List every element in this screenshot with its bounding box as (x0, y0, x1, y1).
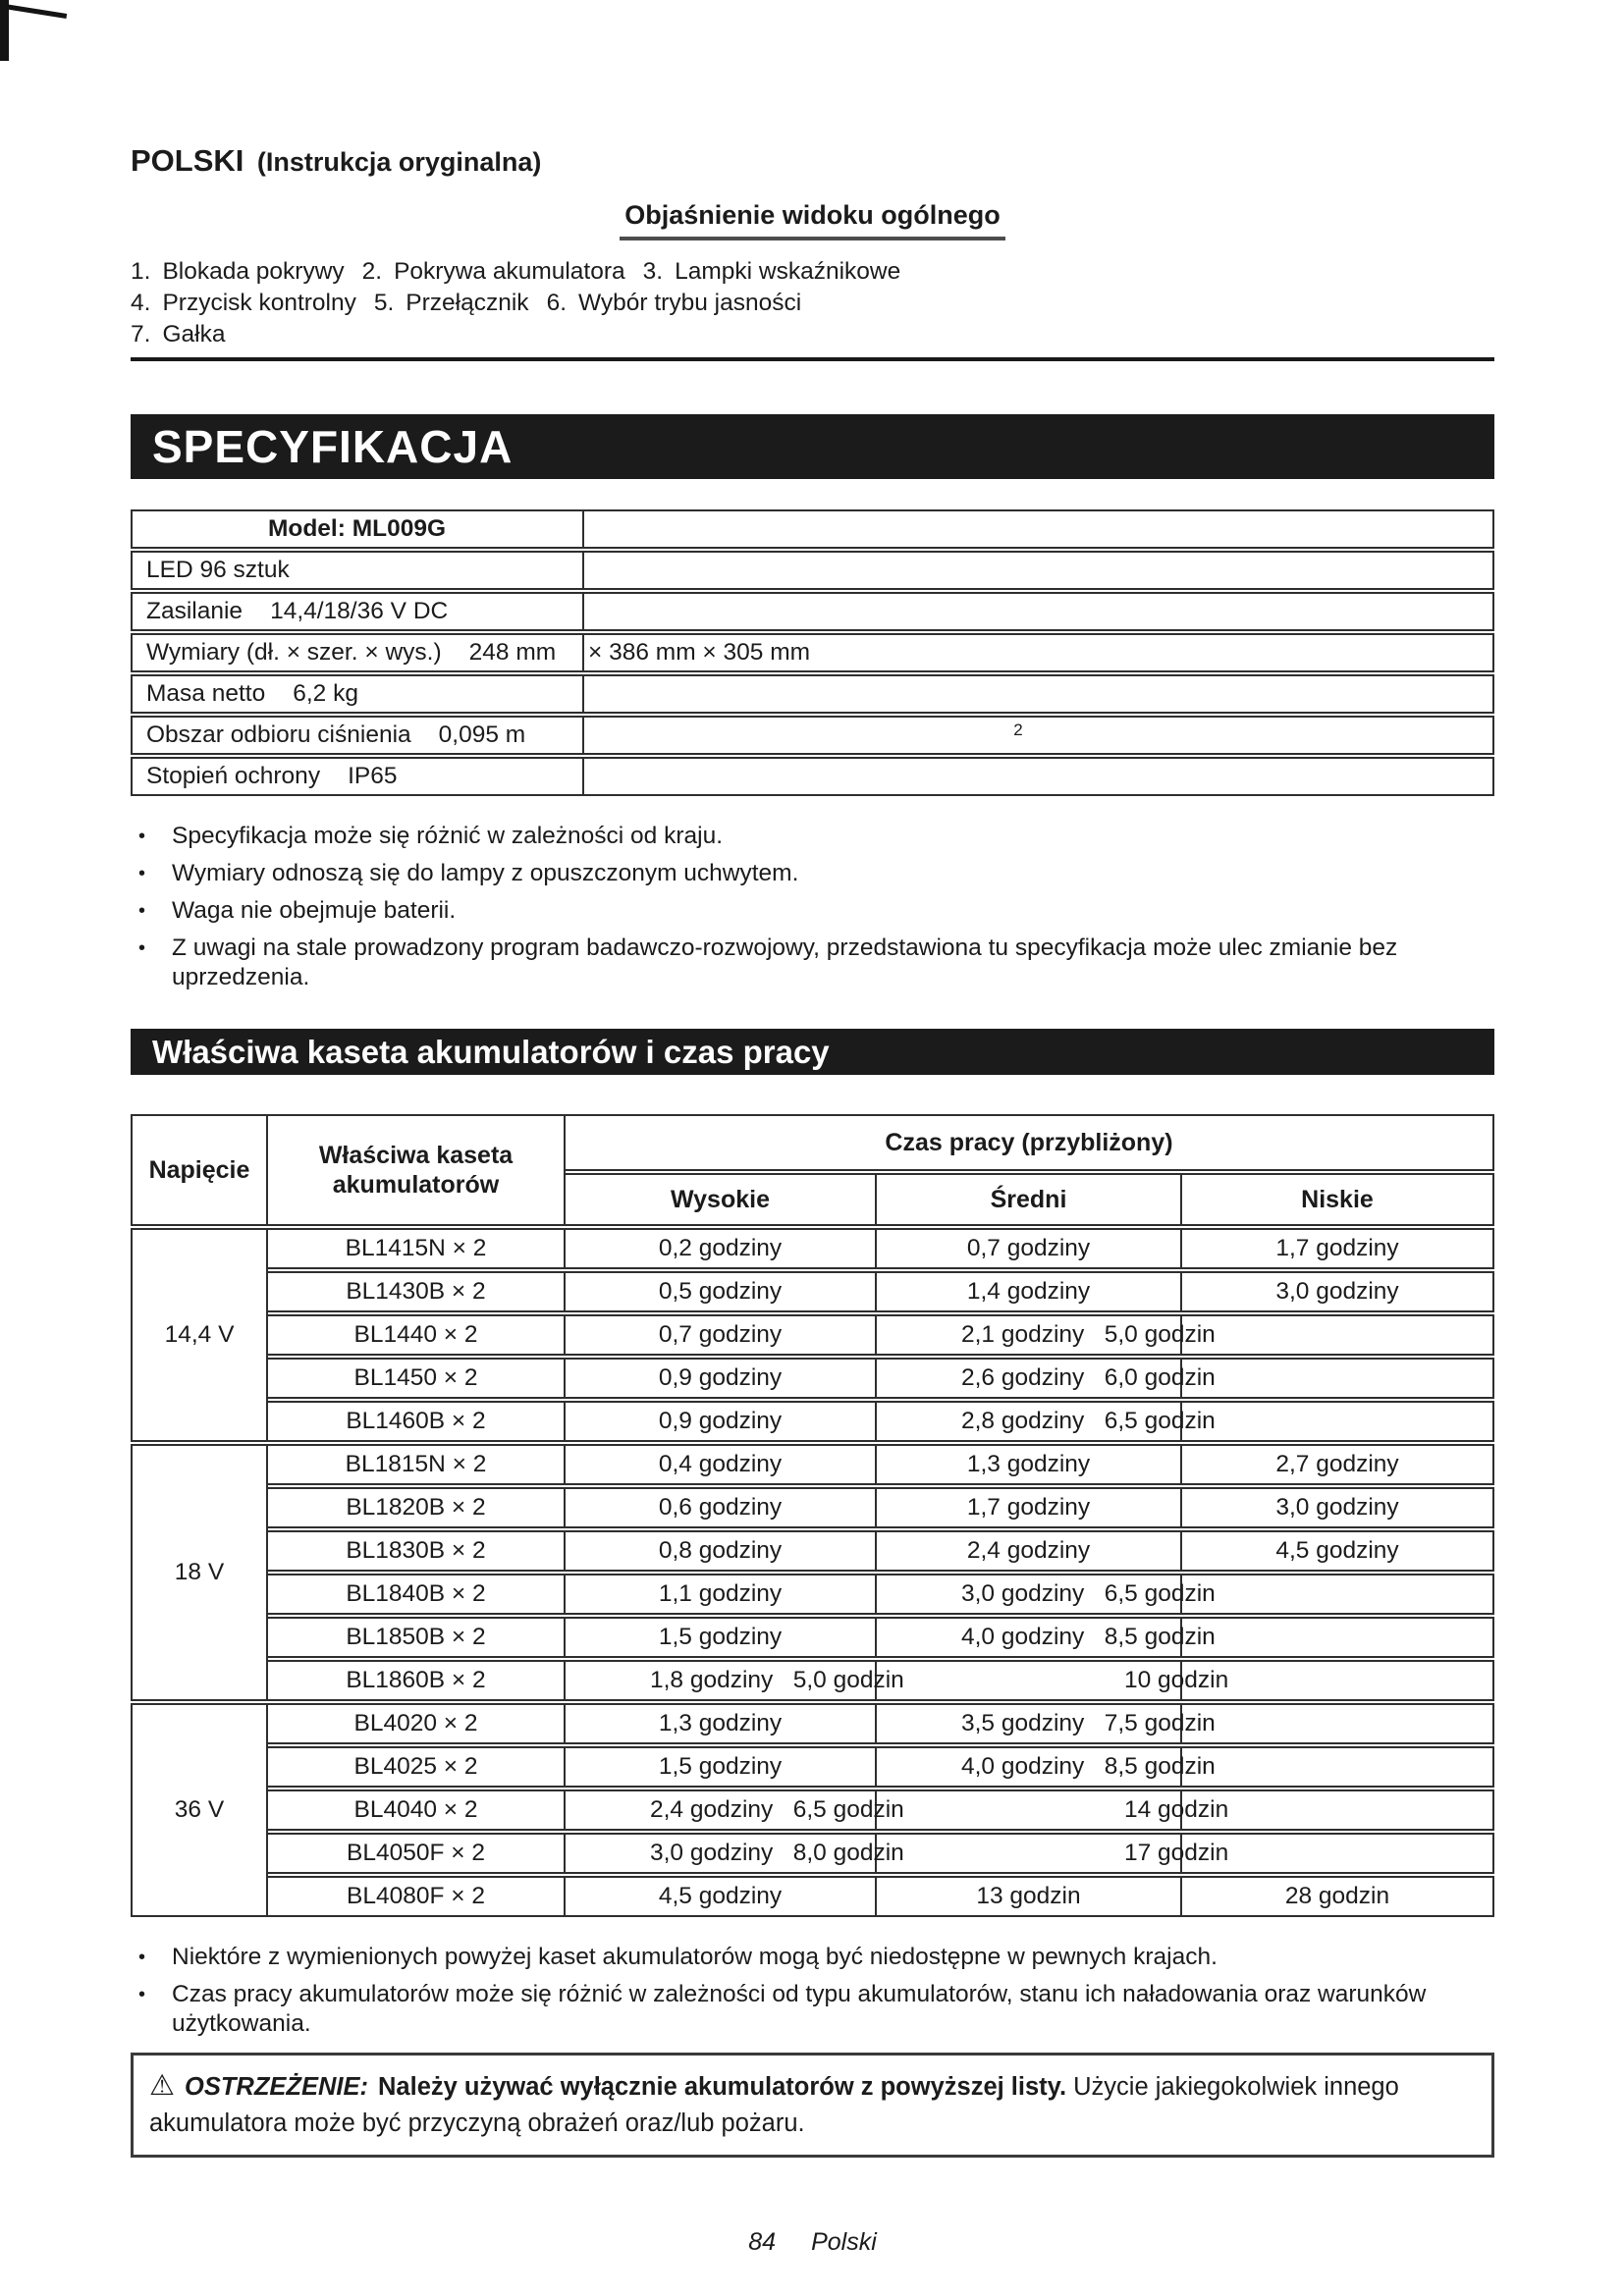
header-cartridge (268, 1114, 566, 1226)
runtime-row (131, 1401, 1494, 1442)
legend-item-number: 3. (642, 258, 664, 285)
legend-item-number: 1. (131, 258, 151, 285)
overview-legend (131, 256, 1494, 350)
time-cell-medium: 3,5 godziny 7,5 godzin (877, 1703, 1182, 1744)
time-cell-low (1182, 1574, 1494, 1615)
model-cell: BL1830B × 2 (268, 1530, 566, 1572)
model-cell: BL4080F × 2 (268, 1876, 566, 1917)
time-cell-medium: 0,7 godziny (877, 1228, 1182, 1269)
note-text: Czas pracy akumulatorów może się różnić w zależności od typu akumulatorów, stanu ich naładowania oraz warunków użytkowania. (172, 1981, 1427, 2037)
legend-item (362, 258, 625, 285)
bullet-icon: • (138, 1984, 146, 2005)
spec-label: LED 96 sztuk (146, 557, 290, 583)
model-cell: BL1820B × 2 (268, 1487, 566, 1528)
runtime-table-header (131, 1114, 1494, 1226)
spec-row (131, 592, 1494, 631)
legend-item (131, 258, 345, 285)
spec-label: Wymiary (dł. × szer. × wys.) (146, 639, 442, 666)
spec-value: 14,4/18/36 V DC (270, 598, 449, 624)
runtime-row (131, 1876, 1494, 1917)
time-cell-medium: 17 godzin (877, 1833, 1182, 1874)
model-cell: BL1850B × 2 (268, 1617, 566, 1658)
time-cell-low (1182, 1617, 1494, 1658)
overview-section-title: Objaśnienie widoku ogólnego (620, 200, 1005, 240)
spec-label: Stopień ochrony (146, 763, 321, 789)
legend-item (374, 290, 529, 316)
note-text: Waga nie obejmuje baterii. (172, 897, 457, 924)
note-text: Niektóre z wymienionych powyżej kaset akumulatorów mogą być niedostępne w pewnych krajach. (172, 1944, 1218, 1970)
spec-row (131, 674, 1494, 714)
bullet-icon: • (138, 826, 146, 847)
time-cell-high: 0,9 godziny (566, 1401, 877, 1442)
legend-item-label: Pokrywa akumulatora (394, 258, 625, 285)
runtime-notes (131, 1943, 1494, 2039)
header-high: Wysokie (566, 1173, 877, 1226)
time-cell-medium: 1,7 godziny (877, 1487, 1182, 1528)
spec-row (131, 633, 1494, 672)
bullet-icon: • (138, 900, 146, 922)
spec-notes (131, 822, 1494, 992)
header-medium: Średni (877, 1173, 1182, 1226)
scan-artifact-diagonal (4, 4, 67, 19)
runtime-row (131, 1789, 1494, 1831)
time-cell-medium: 2,6 godziny 6,0 godzin (877, 1358, 1182, 1399)
model-cell: BL1815N × 2 (268, 1444, 566, 1485)
time-cell-low (1182, 1358, 1494, 1399)
legend-item-label: Gałka (162, 321, 226, 347)
spec-right-cell (584, 551, 1494, 590)
model-cell: BL4025 × 2 (268, 1746, 566, 1788)
runtime-section-banner: Właściwa kaseta akumulatorów i czas pracy (131, 1029, 1494, 1075)
spec-right-cell (584, 592, 1494, 631)
legend-item-number: 6. (546, 290, 567, 316)
time-cell-high: 0,8 godziny (566, 1530, 877, 1572)
time-cell-high: 0,9 godziny (566, 1358, 877, 1399)
runtime-row (131, 1574, 1494, 1615)
legend-item (643, 258, 901, 285)
time-cell-high: 1,8 godziny 5,0 godzin (566, 1660, 877, 1701)
time-cell-low: 3,0 godziny (1182, 1271, 1494, 1312)
page-number: 84 (748, 2228, 777, 2256)
time-cell-medium: 4,0 godziny 8,5 godzin (877, 1746, 1182, 1788)
legend-item (131, 321, 225, 347)
note-item (131, 859, 1494, 888)
runtime-row (131, 1358, 1494, 1399)
time-cell-high: 0,4 godziny (566, 1444, 877, 1485)
voltage-cell: 14,4 V (131, 1228, 268, 1442)
time-cell-high: 2,4 godziny 6,5 godzin (566, 1789, 877, 1831)
spec-label-cell (131, 592, 584, 631)
page-footer (131, 2228, 1494, 2257)
note-item (131, 822, 1494, 851)
horizontal-rule (131, 357, 1494, 361)
time-cell-medium: 1,3 godziny (877, 1444, 1182, 1485)
model-cell: BL1440 × 2 (268, 1314, 566, 1356)
runtime-row (131, 1314, 1494, 1356)
spec-value: IP65 (348, 763, 398, 789)
legend-item-number: 4. (131, 290, 151, 316)
spec-right-cell (584, 757, 1494, 796)
spec-right-cell (584, 509, 1494, 549)
spec-label: Zasilanie (146, 598, 244, 624)
time-cell-low (1182, 1401, 1494, 1442)
spec-model-cell: Model: ML009G (131, 509, 584, 549)
superscript-2: 2 (1013, 721, 1023, 739)
runtime-row (131, 1746, 1494, 1788)
spec-model-row (131, 509, 1494, 549)
model-cell: BL1430B × 2 (268, 1271, 566, 1312)
time-cell-high: 0,6 godziny (566, 1487, 877, 1528)
note-text: Specyfikacja może się różnić w zależności od kraju. (172, 823, 724, 849)
model-cell: BL1460B × 2 (268, 1401, 566, 1442)
legend-line (131, 256, 1494, 288)
spec-row (131, 551, 1494, 590)
model-cell: BL1415N × 2 (268, 1228, 566, 1269)
model-cell: BL1860B × 2 (268, 1660, 566, 1701)
time-cell-low: 28 godzin (1182, 1876, 1494, 1917)
legend-item (547, 290, 802, 316)
bullet-icon: • (138, 1947, 146, 1968)
warning-triangle-icon: ⚠ (149, 2070, 175, 2102)
language-title: POLSKI (131, 143, 244, 178)
time-cell-low (1182, 1703, 1494, 1744)
runtime-row (131, 1530, 1494, 1572)
spec-value: 6,2 kg (293, 680, 358, 707)
legend-item-label: Wybór trybu jasności (578, 290, 802, 316)
runtime-table (131, 1112, 1494, 1919)
model-cell: BL1450 × 2 (268, 1358, 566, 1399)
spec-row (131, 757, 1494, 796)
note-text: Z uwagi na stale prowadzony program badawczo-rozwojowy, przedstawiona tu specyfikacja może ulec zmianie bez uprzedzenia. (172, 934, 1398, 990)
time-cell-low: 4,5 godziny (1182, 1530, 1494, 1572)
runtime-row (131, 1617, 1494, 1658)
model-cell: BL1840B × 2 (268, 1574, 566, 1615)
header-runtime: Czas pracy (przybliżony) (566, 1114, 1494, 1171)
time-cell-low: 1,7 godziny (1182, 1228, 1494, 1269)
spec-label-cell (131, 716, 584, 755)
time-cell-low (1182, 1746, 1494, 1788)
spec-right-cell: × 386 mm × 305 mm (584, 633, 1494, 672)
time-cell-low (1182, 1833, 1494, 1874)
runtime-row (131, 1444, 1494, 1485)
time-cell-medium: 2,8 godziny 6,5 godzin (877, 1401, 1182, 1442)
note-item (131, 1980, 1494, 2039)
spec-table (131, 507, 1494, 798)
note-item (131, 896, 1494, 926)
language-header (131, 0, 1494, 185)
language-subtitle: (Instrukcja oryginalna) (256, 147, 542, 177)
time-cell-low (1182, 1314, 1494, 1356)
runtime-row (131, 1703, 1494, 1744)
time-cell-high: 4,5 godziny (566, 1876, 877, 1917)
runtime-row (131, 1833, 1494, 1874)
legend-item-label: Lampki wskaźnikowe (675, 258, 901, 285)
voltage-cell: 18 V (131, 1444, 268, 1701)
legend-item (131, 290, 356, 316)
model-cell: BL4040 × 2 (268, 1789, 566, 1831)
time-cell-medium: 2,4 godziny (877, 1530, 1182, 1572)
warning-box (131, 2053, 1494, 2158)
time-cell-high: 1,5 godziny (566, 1617, 877, 1658)
time-cell-high: 1,5 godziny (566, 1746, 877, 1788)
legend-item-label: Blokada pokrywy (162, 258, 345, 285)
spec-row (131, 716, 1494, 755)
page-content (131, 0, 1494, 2257)
legend-line (131, 288, 1494, 319)
spec-label: Masa netto (146, 680, 266, 707)
time-cell-high: 0,7 godziny (566, 1314, 877, 1356)
time-cell-low: 2,7 godziny (1182, 1444, 1494, 1485)
runtime-row (131, 1660, 1494, 1701)
time-cell-high: 0,2 godziny (566, 1228, 877, 1269)
legend-item-number: 2. (361, 258, 383, 285)
time-cell-medium: 2,1 godziny 5,0 godzin (877, 1314, 1182, 1356)
time-cell-medium: 14 godzin (877, 1789, 1182, 1831)
voltage-cell: 36 V (131, 1703, 268, 1917)
bullet-icon: • (138, 863, 146, 884)
spec-right-cell (584, 674, 1494, 714)
model-cell: BL4020 × 2 (268, 1703, 566, 1744)
runtime-row (131, 1228, 1494, 1269)
note-item (131, 1943, 1494, 1972)
runtime-header-row-1 (131, 1114, 1494, 1171)
spec-label-cell (131, 551, 584, 590)
legend-item-number: 5. (373, 290, 395, 316)
header-low: Niskie (1182, 1173, 1494, 1226)
time-cell-high: 3,0 godziny 8,0 godzin (566, 1833, 877, 1874)
spec-label-cell (131, 674, 584, 714)
overview-title-row (131, 200, 1494, 240)
time-cell-low (1182, 1660, 1494, 1701)
time-cell-low (1182, 1789, 1494, 1831)
spec-right-cell (584, 716, 1494, 755)
time-cell-high: 0,5 godziny (566, 1271, 877, 1312)
time-cell-medium: 1,4 godziny (877, 1271, 1182, 1312)
time-cell-low: 3,0 godziny (1182, 1487, 1494, 1528)
note-text: Wymiary odnoszą się do lampy z opuszczonym uchwytem. (172, 860, 799, 886)
runtime-row (131, 1271, 1494, 1312)
spec-label-cell (131, 633, 584, 672)
warning-label: OSTRZEŻENIE: (185, 2073, 369, 2101)
spec-value: 248 mm (468, 639, 557, 666)
time-cell-medium: 13 godzin (877, 1876, 1182, 1917)
time-cell-medium: 4,0 godziny 8,5 godzin (877, 1617, 1182, 1658)
spec-label: Obszar odbioru ciśnienia (146, 721, 411, 748)
footer-language: Polski (811, 2228, 877, 2256)
warning-text: Użycie jakiegokolwiek innego akumulatora może być przyczyną obrażeń oraz/lub pożaru. (149, 2073, 1399, 2137)
bullet-icon: • (138, 937, 146, 959)
spec-value: 0,095 m (438, 721, 526, 748)
note-item (131, 934, 1494, 992)
time-cell-high: 1,1 godziny (566, 1574, 877, 1615)
legend-item-label: Przycisk kontrolny (162, 290, 356, 316)
header-voltage: Napięcie (131, 1114, 268, 1226)
spec-label-cell (131, 757, 584, 796)
header-cartridge-line2: akumulatorów (332, 1171, 500, 1199)
spec-section-banner: SPECYFIKACJA (131, 414, 1494, 479)
warning-emphasis: Należy używać wyłącznie akumulatorów z powyższej listy. (378, 2073, 1067, 2101)
time-cell-high: 1,3 godziny (566, 1703, 877, 1744)
header-cartridge-line1: Właściwa kaseta (318, 1142, 514, 1169)
runtime-row (131, 1487, 1494, 1528)
time-cell-medium: 10 godzin (877, 1660, 1182, 1701)
time-cell-medium: 3,0 godziny 6,5 godzin (877, 1574, 1182, 1615)
legend-item-number: 7. (131, 321, 151, 347)
model-cell: BL4050F × 2 (268, 1833, 566, 1874)
spec-table-body (131, 509, 1494, 796)
legend-line (131, 319, 1494, 350)
legend-item-label: Przełącznik (406, 290, 529, 316)
runtime-table-body (131, 1228, 1494, 1917)
